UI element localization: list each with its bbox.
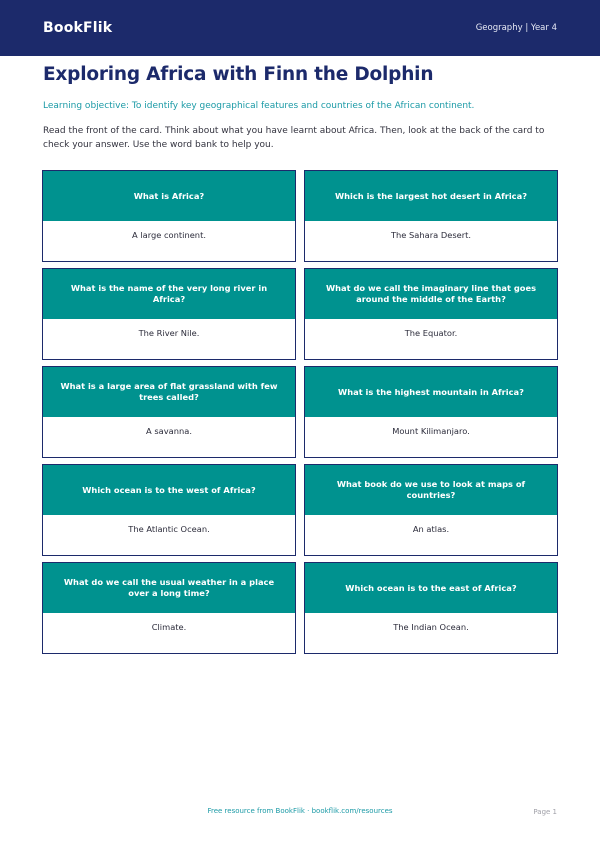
learning-objective: Learning objective: To identify key geographical features and countries of the African continent. xyxy=(43,101,475,111)
flashcard xyxy=(42,366,296,458)
page-number: Page 1 xyxy=(533,808,557,816)
card-question: What is the name of the very long river in Africa? xyxy=(43,269,295,319)
card-question: What do we call the usual weather in a place over a long time? xyxy=(43,563,295,613)
card-answer: The Sahara Desert. xyxy=(390,230,472,240)
flashcard xyxy=(42,562,296,654)
card-answer: An atlas. xyxy=(412,524,450,534)
page-header xyxy=(0,0,600,56)
card-answer: The River Nile. xyxy=(138,328,200,338)
instructions-text: Read the front of the card. Think about what you have learnt about Africa. Then, look at the back of the card to check your answer. Use the word bank to help you. xyxy=(43,126,545,150)
card-question: Which ocean is to the east of Africa? xyxy=(305,563,557,613)
flashcard xyxy=(304,464,558,556)
flashcard xyxy=(42,268,296,360)
card-answer: A large continent. xyxy=(132,230,206,240)
flashcard xyxy=(304,562,558,654)
card-question: What is the highest mountain in Africa? xyxy=(305,367,557,417)
card-answer: Mount Kilimanjaro. xyxy=(392,426,470,436)
flashcard xyxy=(42,464,296,556)
flashcard xyxy=(304,170,558,262)
card-question: What book do we use to look at maps of countries? xyxy=(305,465,557,515)
card-question: What is a large area of flat grassland with few trees called? xyxy=(43,367,295,417)
card-answer: The Equator. xyxy=(404,328,458,338)
flashcard-grid xyxy=(42,170,558,654)
flashcard xyxy=(304,366,558,458)
footer-resource-link[interactable]: Free resource from BookFlik · bookflik.com/resources xyxy=(207,807,393,815)
flashcard xyxy=(304,268,558,360)
card-answer: Climate. xyxy=(151,622,187,632)
card-answer: A savanna. xyxy=(146,426,192,436)
card-question: Which is the largest hot desert in Africa? xyxy=(305,171,557,221)
card-answer: The Atlantic Ocean. xyxy=(128,524,210,534)
flashcard xyxy=(42,170,296,262)
brand-logo-text: BookFlik xyxy=(43,20,113,36)
card-question: What is Africa? xyxy=(43,171,295,221)
card-question: Which ocean is to the west of Africa? xyxy=(43,465,295,515)
page-title: Exploring Africa with Finn the Dolphin xyxy=(43,64,434,85)
card-answer: The Indian Ocean. xyxy=(393,622,469,632)
card-question: What do we call the imaginary line that goes around the middle of the Earth? xyxy=(305,269,557,319)
subject-year-label: Geography | Year 4 xyxy=(475,23,557,33)
